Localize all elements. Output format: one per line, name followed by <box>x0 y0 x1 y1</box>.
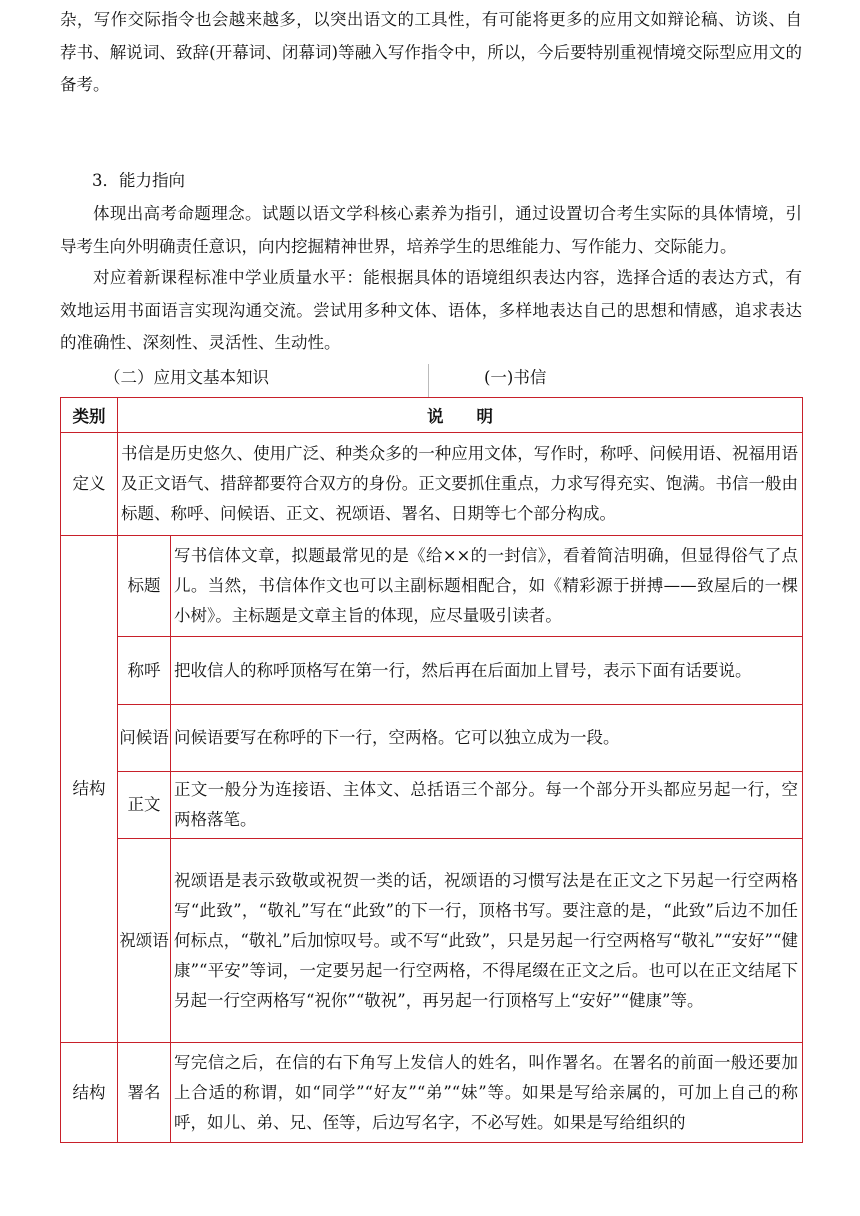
row-text-closing: 祝颂语是表示致敬或祝贺一类的话，祝颂语的习惯写法是在正文之下另起一行空两格写“此致”，“敬礼”写在“此致”的下一行，顶格书写。要注意的是，“此致”后边不加任何标点，“敬礼”后加惊叹号。或不写“此致”，只是另起一行空两格写“敬礼”“安好”“健康”“平安”等词，一定要另起一行空两格，不得尾缀在正文之后。也可以在正文结尾下另起一行空两格写“祝你”“敬祝”，再另起一行顶格写上“安好”“健康”等。 <box>174 870 798 1010</box>
definition-cell <box>118 433 803 536</box>
row-text-signature: 写完信之后，在信的右下角写上发信人的姓名，叫作署名。在署名的前面一般还要加上合适的称谓，如“同学”“好友”“弟”“妹”等。如果是写给亲属的，可加上自己的称呼，如儿、弟、兄、侄等，后边写名字，不必写姓。如果是写给组织的 <box>174 1052 798 1132</box>
row-text-title: 写书信体文章，拟题最常见的是《给××的一封信》，看着简洁明确，但显得俗气了点儿。当然，书信体作文也可以主副标题相配合，如《精彩源于拼搏——致屋后的一棵小树》。主标题是文章主旨的体现，应尽量吸引读者。 <box>174 546 798 625</box>
table-row-definition <box>61 433 803 536</box>
row-name-salutation: 称呼 <box>118 637 171 705</box>
row-cell-salutation <box>171 637 803 705</box>
row-cell-body <box>171 772 803 839</box>
table-row-body <box>61 772 803 839</box>
row-name-body: 正文 <box>118 772 171 839</box>
row-name-signature: 署名 <box>118 1043 171 1143</box>
table-row-greeting <box>61 705 803 772</box>
table-row-title <box>61 536 803 637</box>
row-name-title: 标题 <box>118 536 171 637</box>
definition-text: 书信是历史悠久、使用广泛、种类众多的一种应用文体，写作时，称呼、问候用语、祝福用语及正文语气、措辞都要符合双方的身份。正文要抓住重点，力求写得充实、饱满。书信一般由标题、称呼、问候语、正文、祝颂语、署名、日期等七个部分构成。 <box>121 444 798 523</box>
row-cell-signature <box>171 1043 803 1143</box>
table-row-closing <box>61 839 803 1043</box>
row-cell-greeting <box>171 705 803 772</box>
row-text-body: 正文一般分为连接语、主体文、总括语三个部分。每一个部分开头都应另起一行，空两格落笔。 <box>174 780 798 829</box>
table-header-row <box>61 398 803 433</box>
table-row-signature <box>61 1043 803 1143</box>
subheading-ability: 3．能力指向 <box>92 171 185 190</box>
row-text-salutation: 把收信人的称呼顶格写在第一行，然后再在后面加上冒号，表示下面有话要说。 <box>174 660 752 680</box>
header-category: 类别 <box>61 398 118 433</box>
structure-label: 结构 <box>61 536 118 1043</box>
intro-paragraph-2: 体现出高考命题理念。试题以语文学科核心素养为指引，通过设置切合考生实际的具体情境，引导考生向外明确责任意识，向内挖掘精神世界，培养学生的思维能力、写作能力、交际能力。 <box>60 204 802 256</box>
intro-paragraph-1: 杂，写作交际指令也会越来越多，以突出语文的工具性，有可能将更多的应用文如辩论稿、访谈、自荐书、解说词、致辞(开幕词、闭幕词)等融入写作指令中，所以，今后要特别重视情境交际型应用文的备考。 <box>60 10 802 94</box>
section-divider <box>428 364 429 398</box>
row-text-greeting: 问候语要写在称呼的下一行，空两格。它可以独立成为一段。 <box>174 728 620 747</box>
letter-table <box>60 397 803 1143</box>
section-heading-knowledge: （二）应用文基本知识 <box>104 368 269 387</box>
row-name-closing: 祝颂语 <box>118 839 171 1043</box>
intro-paragraph-3: 对应着新课程标准中学业质量水平：能根据具体的语境组织表达内容，选择合适的表达方式，有效地运用书面语言实现沟通交流。尝试用多种文体、语体，多样地表达自己的思想和情感，追求表达的准确性、深刻性、灵活性、生动性。 <box>60 268 802 352</box>
row-name-greeting: 问候语 <box>118 705 171 772</box>
table-row-salutation <box>61 637 803 705</box>
row-cell-closing <box>171 839 803 1043</box>
structure-label-2: 结构 <box>61 1043 118 1143</box>
definition-label: 定义 <box>61 433 118 536</box>
section-heading-letter: (一)书信 <box>484 368 547 387</box>
header-explanation: 说 明 <box>118 398 803 433</box>
row-cell-title <box>171 536 803 637</box>
